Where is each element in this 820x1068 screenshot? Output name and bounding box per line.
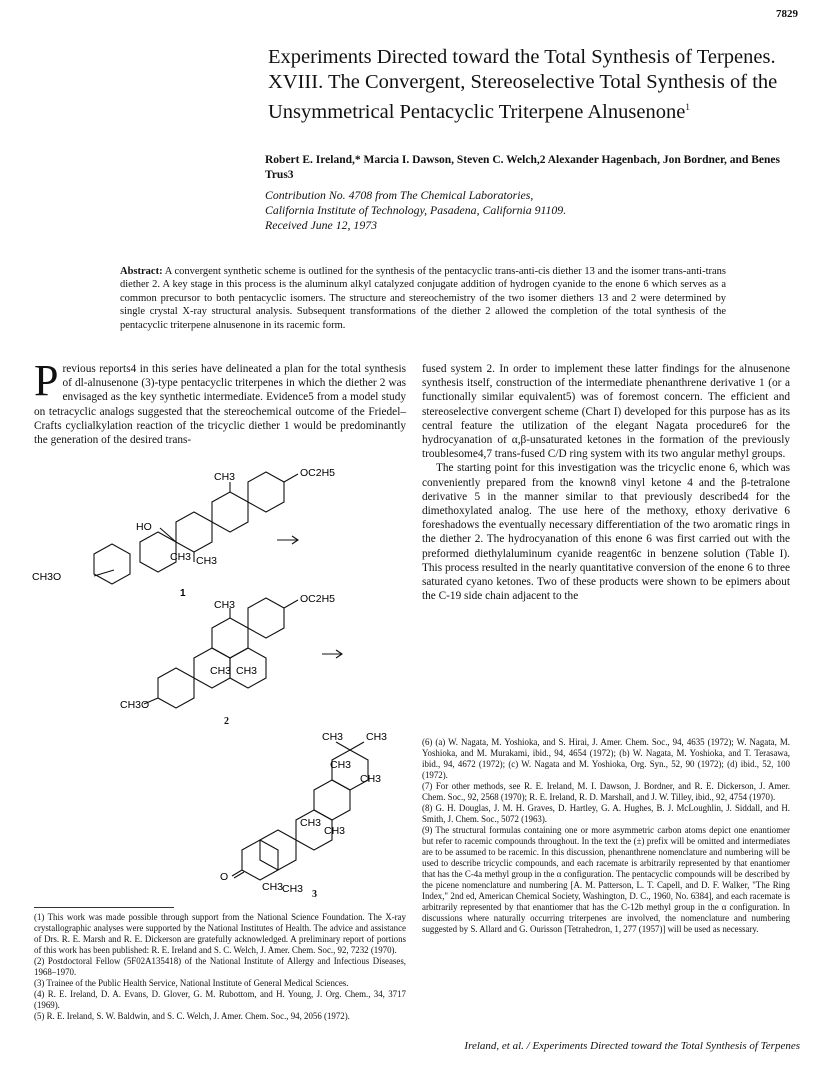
abstract bbox=[120, 265, 726, 332]
label-ome: CH3O bbox=[32, 571, 62, 583]
footnote: (1) This work was made possible through support from the National Science Foundation. The X-ray crystallographic analyses were supported by the National Institutes of Health. The advice and assistance of Drs. R. E. Marsh and R. E. Dickerson are gratefully acknowledged. A preliminary report of portions of this work has been published: R. E. Ireland and S. C. Welch, J. Amer. Chem. Soc., 92, 7232 (1970). bbox=[34, 912, 406, 955]
label-ch3: CH3 bbox=[366, 731, 388, 743]
label-ch3: CH3 bbox=[262, 881, 284, 893]
label-ch3: CH3 bbox=[214, 471, 236, 483]
label-ch3: CH3 bbox=[324, 825, 346, 837]
footnote: (9) The structural formulas containing one or more asymmetric carbon atoms depict one enantiomer but refer to racemic compounds throughout. In the text the (±) prefix will be omitted and intermediates are to be assumed to be racemic. In this discussion, phenanthrene nomenclature and numbering will be used to describe tricyclic compounds, and each racemate is arbitrarily represented by that enantiomer that has the C-4a methyl group in the α configuration. The pentacyclic compounds will be described by the picene nomenclature and numbering [A. M. Patterson, L. T. Capell, and D. F. Walker, "The Ring Index," 2nd ed, American Chemical Society, Washington, D. C., 1960, No. 6384], and each racemate is arbitrarily represented by that enantiomer that has the C-12b methyl group in the α configuration. In discussions where naturally occurring triterpenes are involved, the nomenclature and numbering suggested by S. Allard and G. Ourisson [Tetrahedron, 1, 277 (1957)] will be used as necessary. bbox=[422, 825, 790, 934]
label-ch3: CH3 bbox=[196, 555, 218, 567]
article-title: Experiments Directed toward the Total Synthesis of Terpenes. XVIII. The Convergent, Stereoselective Total Synthesis of the Unsymmetrical Pentacyclic Triterpene Alnusenone$^1$ bbox=[268, 46, 778, 123]
label-ch3: CH3 bbox=[282, 883, 304, 895]
footnote: (4) R. E. Ireland, D. A. Evans, D. Glover, G. M. Rubottom, and H. Young, J. Org. Chem., 34, 3717 (1969). bbox=[34, 989, 406, 1010]
footnotes-left bbox=[34, 912, 406, 1022]
structure-1 bbox=[30, 464, 410, 604]
footnote: (5) R. E. Ireland, S. W. Baldwin, and S. C. Welch, J. Amer. Chem. Soc., 94, 2056 (1972). bbox=[34, 1011, 350, 1021]
left-column-text bbox=[34, 356, 406, 447]
footnote: (6) (a) W. Nagata, M. Yoshioka, and S. Hirai, J. Amer. Chem. Soc., 94, 4635 (1972); W. Nagata, M. Yoshioka, and M. Murakami, ibid., 94, 4654 (1972); (b) W. Nagata, M. Yoshioka, and T. Terasawa, ibid., 94, 4672 (1972); (c) W. Nagata and M. Yoshioka, Org. Syn., 52, 90 (1972); (d) ibid., 52, 100 (1972). bbox=[422, 737, 790, 780]
abstract-text: A convergent synthetic scheme is outlined for the synthesis of the pentacyclic trans-anti-cis diether 13 and the isomer trans-anti-trans diether 2. A key stage in this process is the aluminum alkyl catalyzed conjugate addition of hydrogen cyanide to the enone 6 which serves as a common precursor to both pentacyclic isomers. The structure and stereochemistry of the two isomer diethers 13 and 2 were determined by single crystal X-ray structural analysis. Subsequent transformations of the diether 2 allowed the completion of the total synthesis of the pentacyclic triterpene alnusenone in its racemic form. bbox=[120, 266, 726, 331]
label-ch3: CH3 bbox=[236, 665, 258, 677]
abstract-label: Abstract: bbox=[120, 266, 163, 277]
footnote: (8) G. H. Douglas, J. M. H. Graves, D. Hartley, G. A. Hughes, B. J. McLoughlin, J. Siddall, and H. Smith, J. Chem. Soc., 5072 (1963). bbox=[422, 803, 790, 824]
left-paragraph: revious reports4 in this series have delineated a plan for the total synthesis of dl-alnusenone (3)-type pentacyclic triterpenes in which the diether 2 was envisaged as the key synthetic intermediate. Evidence5 from a model study on tetracyclic analogs suggested that the stereochemical outcome of the Friedel–Crafts cyclialkylation reaction of the tricyclic diether 1 would be predominantly the generation of the desired trans- bbox=[34, 363, 406, 447]
structure-2 bbox=[120, 590, 410, 715]
author-list: Robert E. Ireland,* Marcia I. Dawson, Steven C. Welch,2 Alexander Hagenbach, Jon Bordner, and Benes Trus3 bbox=[265, 154, 780, 181]
right-paragraph-2: The starting point for this investigation was the tricyclic enone 6, which was conveniently prepared from the known8 vinyl ketone 4 and the β-tetralone derivative 5 in the manner similar to that previously described4 for the dimethoxylated analog. The use here of the methoxy, ethoxy derivative 6 foreshadows the eventually necessary differentiation of the two aromatic rings in the diether 2. The hydrocyanation of this enone 6 was first carried out with the preformed diethylaluminum cyanide reagent6c in benzene solution (Table I). This process resulted in the nearly quantitative conversion of the enone 6 to three saturated cyano ketones. Two of these products were shown to be epimers about the C-19 side chain adjacent to the bbox=[422, 462, 790, 603]
contribution-line: Contribution No. 4708 from The Chemical Laboratories, bbox=[265, 188, 534, 202]
footnote: (7) For other methods, see R. E. Ireland, M. I. Dawson, J. Bordner, and R. E. Dickerson, J. Amer. Chem. Soc., 92, 2568 (1970); R. E. Ireland, R. D. Marshall, and J. W. Tilley, ibid., 92, 4754 (1970). bbox=[422, 781, 790, 802]
footnote-rule bbox=[34, 907, 174, 908]
label-ch3: CH3 bbox=[210, 665, 232, 677]
compound-number: 3 bbox=[312, 889, 317, 900]
contribution-info bbox=[265, 188, 795, 233]
label-ch3: CH3 bbox=[170, 551, 192, 563]
label-ch3: CH3 bbox=[330, 759, 352, 771]
label-ch3: CH3 bbox=[322, 731, 344, 743]
received-date: Received June 12, 1973 bbox=[265, 218, 378, 232]
label-oet: OC2H5 bbox=[300, 467, 336, 479]
label-ome: CH3O bbox=[120, 699, 150, 711]
footnote: (3) Trainee of the Public Health Service, National Institute of General Medical Sciences. bbox=[34, 978, 349, 988]
right-column-text bbox=[422, 362, 790, 603]
label-o: O bbox=[220, 871, 229, 883]
contribution-line: California Institute of Technology, Pasadena, California 91109. bbox=[265, 203, 567, 217]
page-number: 7829 bbox=[776, 8, 798, 20]
label-oet: OC2H5 bbox=[300, 593, 336, 605]
drop-cap: P bbox=[34, 356, 59, 405]
label-ho: HO bbox=[136, 521, 152, 533]
footnotes-right bbox=[422, 737, 790, 935]
label-ch3: CH3 bbox=[360, 773, 382, 785]
label-ch3: CH3 bbox=[214, 599, 236, 611]
running-footer: Ireland, et al. / Experiments Directed toward the Total Synthesis of Terpenes bbox=[464, 1040, 800, 1052]
structure-3 bbox=[210, 730, 410, 900]
footnote: (2) Postdoctoral Fellow (5F02A135418) of the National Institute of Allergy and Infectious Diseases, 1968–1970. bbox=[34, 956, 406, 977]
label-ch3: CH3 bbox=[300, 817, 322, 829]
compound-number: 1 bbox=[180, 588, 186, 599]
right-paragraph-1: fused system 2. In order to implement these latter findings for the alnusenone synthesis itself, construction of the intermediate phenanthrene derivative 1 (or a functionally similar equivalent5) was of foremost concern. The efficient and stereoselective convergent scheme (Chart I) developed for this purpose has as its central feature the utilization of the elegant Nagata procedure6 for the hydrocyanation of α,β-unsaturated ketones in the formation of the previously troublesome4,7 trans-fused C/D ring system with its two angular methyl groups. bbox=[422, 363, 790, 461]
compound-number: 2 bbox=[224, 716, 229, 727]
